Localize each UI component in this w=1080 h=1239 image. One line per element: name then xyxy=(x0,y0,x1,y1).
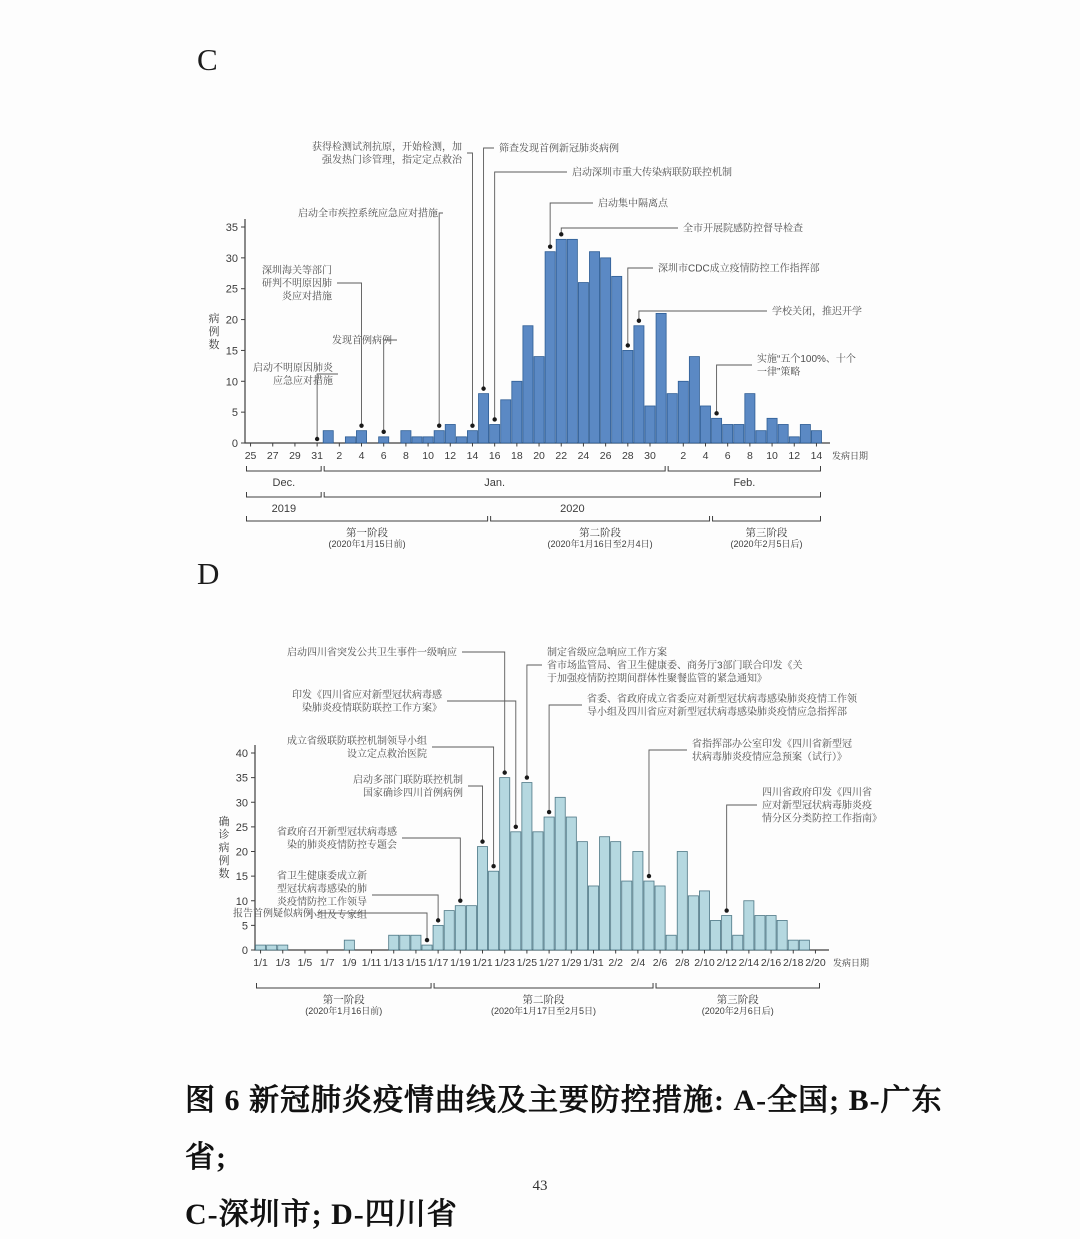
x-tick-label: 4 xyxy=(358,450,365,462)
bar-1/31 xyxy=(588,886,598,950)
bracket xyxy=(324,466,665,471)
stage-range: (2020年1月15日前) xyxy=(328,539,406,549)
annotation-text: 筛查发现首例新冠肺炎病例 xyxy=(499,143,619,155)
stage-bracket xyxy=(491,516,710,521)
bar-1/21 xyxy=(477,847,487,950)
bar-2/11 xyxy=(778,424,788,443)
annotation-dot xyxy=(548,244,552,248)
bracket-label: Jan. xyxy=(484,477,506,489)
annotation-connector xyxy=(372,895,438,922)
annotation-C-1/29 xyxy=(637,305,862,323)
bar-1/18 xyxy=(444,911,454,950)
annotation-dot xyxy=(647,874,651,878)
annotation-dot xyxy=(503,770,507,774)
bar-2/8 xyxy=(677,852,687,951)
annotation-text: 省委、省政府成立省委应对新型冠状病毒感染肺炎疫情工作领 xyxy=(587,694,857,705)
bar-2/10 xyxy=(767,418,777,443)
bar-1/27 xyxy=(612,276,622,443)
bar-1/24 xyxy=(578,283,588,443)
annotation-C-2/5 xyxy=(714,352,856,416)
bar-1/29 xyxy=(566,817,576,950)
annotation-dot xyxy=(714,411,718,415)
y-tick-label: 35 xyxy=(235,772,248,785)
annotation-text: 状病毒肺炎疫情应急预案（试行）》 xyxy=(692,752,847,763)
bracket-label: 2019 xyxy=(271,503,297,515)
bar-1/2 xyxy=(267,945,277,950)
bar-1/10 xyxy=(423,437,433,443)
bar-1/15 xyxy=(411,935,421,950)
bar-1/28 xyxy=(623,350,633,443)
annotation-text: 染肺炎疫情联防联控工作方案》 xyxy=(302,703,442,714)
y-tick-label: 25 xyxy=(225,283,238,296)
stage-bracket xyxy=(247,516,488,521)
bar-2/4 xyxy=(633,852,643,951)
x-tick-label: 1/23 xyxy=(494,957,515,969)
bar-1/22 xyxy=(489,871,499,950)
annotation-text: 导小组及四川省应对新型冠状病毒感染肺炎疫情应急指挥部 xyxy=(587,707,847,718)
x-tick-label: 2/2 xyxy=(608,957,623,969)
x-tick-label: 2/10 xyxy=(694,957,715,969)
y-tick-label: 20 xyxy=(235,846,248,859)
annotation-dot xyxy=(559,232,563,236)
bar-2/19 xyxy=(799,940,809,950)
bar-1/14 xyxy=(467,431,477,443)
annotation-dot xyxy=(547,810,551,814)
x-tick-label: 1/1 xyxy=(253,957,268,969)
x-tick-label: 1/5 xyxy=(297,957,313,969)
annotation-dot xyxy=(458,898,462,902)
y-tick-label: 30 xyxy=(225,252,238,265)
panel-d-label: D xyxy=(197,556,220,591)
annotation-text: 深圳市CDC成立疫情防控工作指挥部 xyxy=(658,263,820,275)
annotation-text: 省指挥部办公室印发《四川省新型冠 xyxy=(692,739,852,750)
y-axis-label-char: 诊 xyxy=(218,829,230,841)
x-tick-label: 1/9 xyxy=(342,957,357,969)
x-tick-label: 1/7 xyxy=(319,957,335,969)
bar-1/30 xyxy=(577,842,587,950)
bar-2/5 xyxy=(644,881,654,950)
bar-2/8 xyxy=(745,394,755,443)
bar-2/16 xyxy=(766,916,776,950)
bar-1/16 xyxy=(422,945,432,950)
bar-2/12 xyxy=(789,437,799,443)
y-axis-label-char: 确 xyxy=(218,816,230,828)
x-tick-label: 2 xyxy=(336,450,343,462)
annotation-text: 设立定点救治医院 xyxy=(347,749,427,760)
annotation-text: 炎应对措施 xyxy=(282,291,332,303)
bar-2/14 xyxy=(811,431,821,443)
annotation-dot xyxy=(470,423,474,427)
bar-2/3 xyxy=(622,881,632,950)
bar-2/13 xyxy=(733,935,743,950)
bar-1/27 xyxy=(544,817,554,950)
bracket-label: 2020 xyxy=(560,503,585,515)
x-tick-label: 20 xyxy=(533,450,545,462)
annotation-connector xyxy=(484,148,494,391)
x-tick-label: 1/29 xyxy=(561,957,582,969)
annotation-text: 型冠状病毒感染的肺 xyxy=(277,884,367,895)
annotation-dot xyxy=(436,918,440,922)
y-axis-label-char: 病 xyxy=(218,842,230,854)
x-axis-title: 发病日期 xyxy=(832,451,869,461)
panel-C xyxy=(209,140,869,549)
annotation-text: 炎疫情防控工作领导 xyxy=(277,897,367,908)
annotation-text: 应急应对措施 xyxy=(273,376,333,387)
stage-name: 第一阶段 xyxy=(346,527,389,539)
annotation-dot xyxy=(492,417,496,421)
annotation-connector xyxy=(462,652,505,775)
annotation-C-1/11 xyxy=(298,207,443,428)
page-number: 43 xyxy=(532,1178,548,1194)
bar-1/6 xyxy=(379,437,389,443)
bar-1/24 xyxy=(511,832,521,950)
annotation-text: 启动四川省突发公共卫生事件一级响应 xyxy=(287,647,457,659)
y-axis-label-char: 数 xyxy=(208,339,220,351)
annotation-text: 成立省级联防联控机制领导小组 xyxy=(287,736,427,747)
y-tick-label: 25 xyxy=(235,821,248,834)
bar-2/7 xyxy=(666,935,676,950)
bar-2/2 xyxy=(678,381,688,443)
x-tick-label: 29 xyxy=(289,450,301,462)
y-tick-label: 20 xyxy=(225,314,238,327)
y-tick-label: 40 xyxy=(235,748,248,760)
x-tick-label: 28 xyxy=(621,450,634,462)
x-tick-label: 1/13 xyxy=(383,957,404,969)
annotation-text: 染的肺炎疫情防控专题会 xyxy=(287,840,397,851)
annotation-text: 获得检测试剂抗原，开始检测，加 xyxy=(312,142,462,153)
bar-1/26 xyxy=(533,832,543,950)
x-tick-label: 12 xyxy=(788,450,801,462)
x-tick-label: 14 xyxy=(466,450,479,462)
x-tick-label: 1/3 xyxy=(275,957,291,969)
panel-c-label: C xyxy=(197,42,218,77)
bracket-label: Dec. xyxy=(272,477,296,489)
annotation-text: 国家确诊四川首例病例 xyxy=(363,788,463,799)
bar-1/28 xyxy=(555,797,565,950)
annotation-text: 于加强疫情防控期间群体性聚餐监管的紧急通知》 xyxy=(547,673,767,685)
bar-2/5 xyxy=(712,418,722,443)
bar-2/18 xyxy=(788,940,798,950)
x-tick-label: 6 xyxy=(380,450,387,462)
annotation-C-1/14 xyxy=(312,140,475,428)
annotation-text: 启动集中隔离点 xyxy=(598,198,668,210)
annotation-text: 印发《四川省应对新型冠状病毒感 xyxy=(292,690,442,701)
x-tick-label: 25 xyxy=(244,450,257,462)
x-tick-label: 2/18 xyxy=(783,957,804,969)
annotation-dot xyxy=(525,775,529,779)
y-tick-label: 5 xyxy=(231,407,238,420)
bar-2/10 xyxy=(699,891,709,950)
annotation-text: 实施“五个100%、十个 xyxy=(757,354,856,365)
annotation-dot xyxy=(315,437,319,441)
y-tick-label: 35 xyxy=(225,222,238,234)
stage-range: (2020年2月6日后) xyxy=(701,1006,774,1016)
x-tick-label: 2/6 xyxy=(652,957,668,969)
bar-1/25 xyxy=(522,783,532,950)
annotation-text: 报告首例疑似病例 xyxy=(233,908,313,920)
bar-1/14 xyxy=(400,935,410,950)
bar-1/30 xyxy=(645,406,655,443)
bar-2/9 xyxy=(688,896,698,950)
annotation-dot xyxy=(359,423,363,427)
x-tick-label: 2/8 xyxy=(674,957,690,969)
annotation-text: 启动不明原因肺炎 xyxy=(253,363,333,374)
bar-1/21 xyxy=(545,252,555,443)
x-tick-label: 2/20 xyxy=(805,957,826,969)
annotation-connector xyxy=(527,665,542,780)
x-tick-label: 2/4 xyxy=(630,957,646,969)
bracket xyxy=(668,466,820,471)
annotation-text: 省卫生健康委成立新 xyxy=(277,871,367,882)
bar-1/18 xyxy=(512,381,522,443)
bar-2/11 xyxy=(711,920,721,950)
bar-1/13 xyxy=(389,935,399,950)
bar-1/25 xyxy=(589,252,599,443)
bar-1/19 xyxy=(455,906,465,950)
x-tick-label: 30 xyxy=(644,450,656,462)
stage-range: (2020年2月5日后) xyxy=(730,539,803,549)
annotation-text: 学校关闭，推迟开学 xyxy=(772,306,862,318)
stage-bracket xyxy=(713,516,821,521)
annotation-dot xyxy=(481,386,485,390)
bar-1/19 xyxy=(523,326,533,443)
x-tick-label: 1/11 xyxy=(361,957,382,969)
stage-name: 第三阶段 xyxy=(745,527,788,539)
bracket xyxy=(247,466,322,471)
bar-2/1 xyxy=(667,394,677,443)
bar-1/29 xyxy=(634,326,644,443)
bar-1/9 xyxy=(412,437,422,443)
x-tick-label: 31 xyxy=(311,450,323,462)
x-tick-label: 2 xyxy=(680,450,687,462)
x-axis-title: 发病日期 xyxy=(833,958,870,968)
bar-1/16 xyxy=(490,424,500,443)
stage-range: (2020年1月16日前) xyxy=(305,1006,383,1016)
x-tick-label: 4 xyxy=(702,450,709,462)
bar-1/22 xyxy=(556,239,566,443)
bar-2/6 xyxy=(723,424,733,443)
annotation-C-1/6 xyxy=(332,334,397,435)
annotation-text: 四川省政府印发《四川省 xyxy=(762,787,872,799)
stage-range: (2020年1月16日至2月4日) xyxy=(547,539,653,549)
x-tick-label: 2/12 xyxy=(716,957,737,969)
x-tick-label: 1/17 xyxy=(427,957,449,969)
bar-1/8 xyxy=(401,431,411,443)
stage-name: 第二阶段 xyxy=(522,994,565,1006)
bar-1/12 xyxy=(445,424,455,443)
x-tick-label: 24 xyxy=(577,450,590,462)
x-tick-label: 22 xyxy=(555,450,568,462)
x-tick-label: 14 xyxy=(810,450,823,462)
annotation-dot xyxy=(437,423,441,427)
x-tick-label: 1/21 xyxy=(472,957,493,969)
y-tick-label: 10 xyxy=(225,376,238,389)
annotation-connector xyxy=(561,228,678,236)
annotation-D-2/12 xyxy=(724,786,882,913)
x-tick-label: 8 xyxy=(746,450,753,462)
stage-bracket xyxy=(656,983,819,988)
annotation-text: 全市开展院感防控督导检查 xyxy=(683,223,803,235)
bar-1/20 xyxy=(466,906,476,950)
stage-name: 第一阶段 xyxy=(322,994,365,1006)
annotation-text: 一律”策略 xyxy=(757,367,801,378)
bar-2/15 xyxy=(755,916,765,950)
caption-line-1: 图 6 新冠肺炎疫情曲线及主要防控措施: A-全国; B-广东省; xyxy=(185,1084,943,1174)
y-tick-label: 15 xyxy=(235,871,248,884)
bar-1/26 xyxy=(601,258,611,443)
annotation-dot xyxy=(724,908,728,912)
caption-line-2: C-深圳市; D-四川省 xyxy=(185,1198,458,1231)
bracket xyxy=(247,492,322,497)
annotation-text: 应对新型冠状病毒肺炎疫 xyxy=(762,800,872,812)
annotation-connector xyxy=(468,786,483,844)
stage-range: (2020年1月17日至2月5日) xyxy=(491,1006,597,1016)
y-tick-label: 0 xyxy=(231,438,238,450)
y-tick-label: 0 xyxy=(241,945,248,957)
annotation-text: 研判不明原因肺 xyxy=(262,278,332,290)
bar-1/3 xyxy=(345,437,355,443)
annotation-text: 深圳海关等部门 xyxy=(262,265,332,277)
bar-1/4 xyxy=(356,431,366,443)
figure-caption xyxy=(185,1072,945,1239)
annotation-connector xyxy=(402,838,460,903)
bar-1/17 xyxy=(501,400,511,443)
bar-1/1 xyxy=(323,431,333,443)
annotation-text: 省政府召开新型冠状病毒感 xyxy=(277,827,397,838)
annotation-connector xyxy=(727,805,757,913)
annotation-dot xyxy=(480,839,484,843)
x-tick-label: 16 xyxy=(488,450,501,462)
bar-2/6 xyxy=(655,886,665,950)
bar-1/13 xyxy=(456,437,466,443)
y-tick-label: 5 xyxy=(241,920,248,933)
x-tick-label: 6 xyxy=(724,450,731,462)
annotation-text: 发现首例病例 xyxy=(332,335,392,347)
annotation-dot xyxy=(491,864,495,868)
x-tick-label: 1/25 xyxy=(516,957,538,969)
bar-2/4 xyxy=(700,406,710,443)
x-tick-label: 26 xyxy=(599,450,612,462)
bar-1/17 xyxy=(433,925,443,950)
x-tick-label: 1/19 xyxy=(450,957,471,969)
annotation-text: 启动深圳市重大传染病联防联控机制 xyxy=(572,167,732,179)
stage-bracket xyxy=(434,983,653,988)
bar-2/12 xyxy=(722,916,732,950)
annotation-C-12/31 xyxy=(253,361,338,441)
stage-name: 第三阶段 xyxy=(716,994,759,1006)
annotation-connector xyxy=(384,340,397,434)
panel-D xyxy=(219,646,883,1017)
y-axis-label-char: 例 xyxy=(208,326,220,338)
bar-1/20 xyxy=(534,357,544,443)
bar-1/3 xyxy=(278,945,288,950)
y-axis-label-char: 病 xyxy=(208,313,220,325)
bar-2/3 xyxy=(689,357,699,443)
y-tick-label: 10 xyxy=(235,895,248,908)
annotation-text: 制定省级应急响应工作方案 xyxy=(547,647,667,659)
y-tick-label: 30 xyxy=(235,797,248,810)
annotation-text: 启动多部门联防联控机制 xyxy=(353,775,463,786)
annotation-dot xyxy=(382,430,386,434)
x-tick-label: 1/31 xyxy=(583,957,604,969)
bar-1/9 xyxy=(344,940,354,950)
y-axis-label-char: 数 xyxy=(218,868,230,880)
x-tick-label: 1/27 xyxy=(538,957,560,969)
x-tick-label: 12 xyxy=(444,450,457,462)
bar-1/31 xyxy=(656,313,666,443)
annotation-text: 启动全市疾控系统应急应对措施 xyxy=(298,208,438,220)
annotation-dot xyxy=(425,938,429,942)
y-axis-label-char: 例 xyxy=(218,855,230,867)
bar-2/1 xyxy=(600,837,610,950)
stage-name: 第二阶段 xyxy=(579,527,622,539)
bar-1/11 xyxy=(434,431,444,443)
x-tick-label: 2/16 xyxy=(760,957,782,969)
x-tick-label: 10 xyxy=(766,450,778,462)
x-tick-label: 18 xyxy=(511,450,523,462)
y-tick-label: 15 xyxy=(225,345,238,358)
x-tick-label: 8 xyxy=(402,450,409,462)
bar-1/15 xyxy=(479,394,489,443)
x-tick-label: 10 xyxy=(422,450,434,462)
bar-1/23 xyxy=(500,778,510,950)
bracket xyxy=(324,492,820,497)
x-tick-label: 2/14 xyxy=(738,957,760,969)
bar-2/2 xyxy=(611,842,621,950)
bar-2/9 xyxy=(756,431,766,443)
bar-2/13 xyxy=(800,424,810,443)
annotation-text: 强发热门诊管理，指定定点救治 xyxy=(322,155,462,166)
bar-2/14 xyxy=(744,901,754,950)
annotation-dot xyxy=(626,343,630,347)
x-tick-label: 1/15 xyxy=(405,957,427,969)
annotation-connector xyxy=(467,153,472,428)
annotation-text: 情分区分类防控工作指南》 xyxy=(762,813,882,825)
annotation-text: 省市场监管局、省卫生健康委、商务厅3部门联合印发《关 xyxy=(547,660,803,672)
stage-bracket xyxy=(257,983,432,988)
annotation-connector xyxy=(439,213,443,428)
bracket-label: Feb. xyxy=(733,477,756,489)
bar-2/17 xyxy=(777,920,787,950)
x-tick-label: 27 xyxy=(266,450,279,462)
annotation-connector xyxy=(337,283,362,428)
annotation-C-1/22 xyxy=(559,222,803,237)
annotation-dot xyxy=(637,319,641,323)
bar-1/23 xyxy=(567,239,577,443)
annotation-C-1/28 xyxy=(626,262,820,348)
bar-2/7 xyxy=(734,424,744,443)
annotation-dot xyxy=(514,825,518,829)
annotation-text: 小组及专家组 xyxy=(307,910,367,921)
bar-1/1 xyxy=(256,945,266,950)
